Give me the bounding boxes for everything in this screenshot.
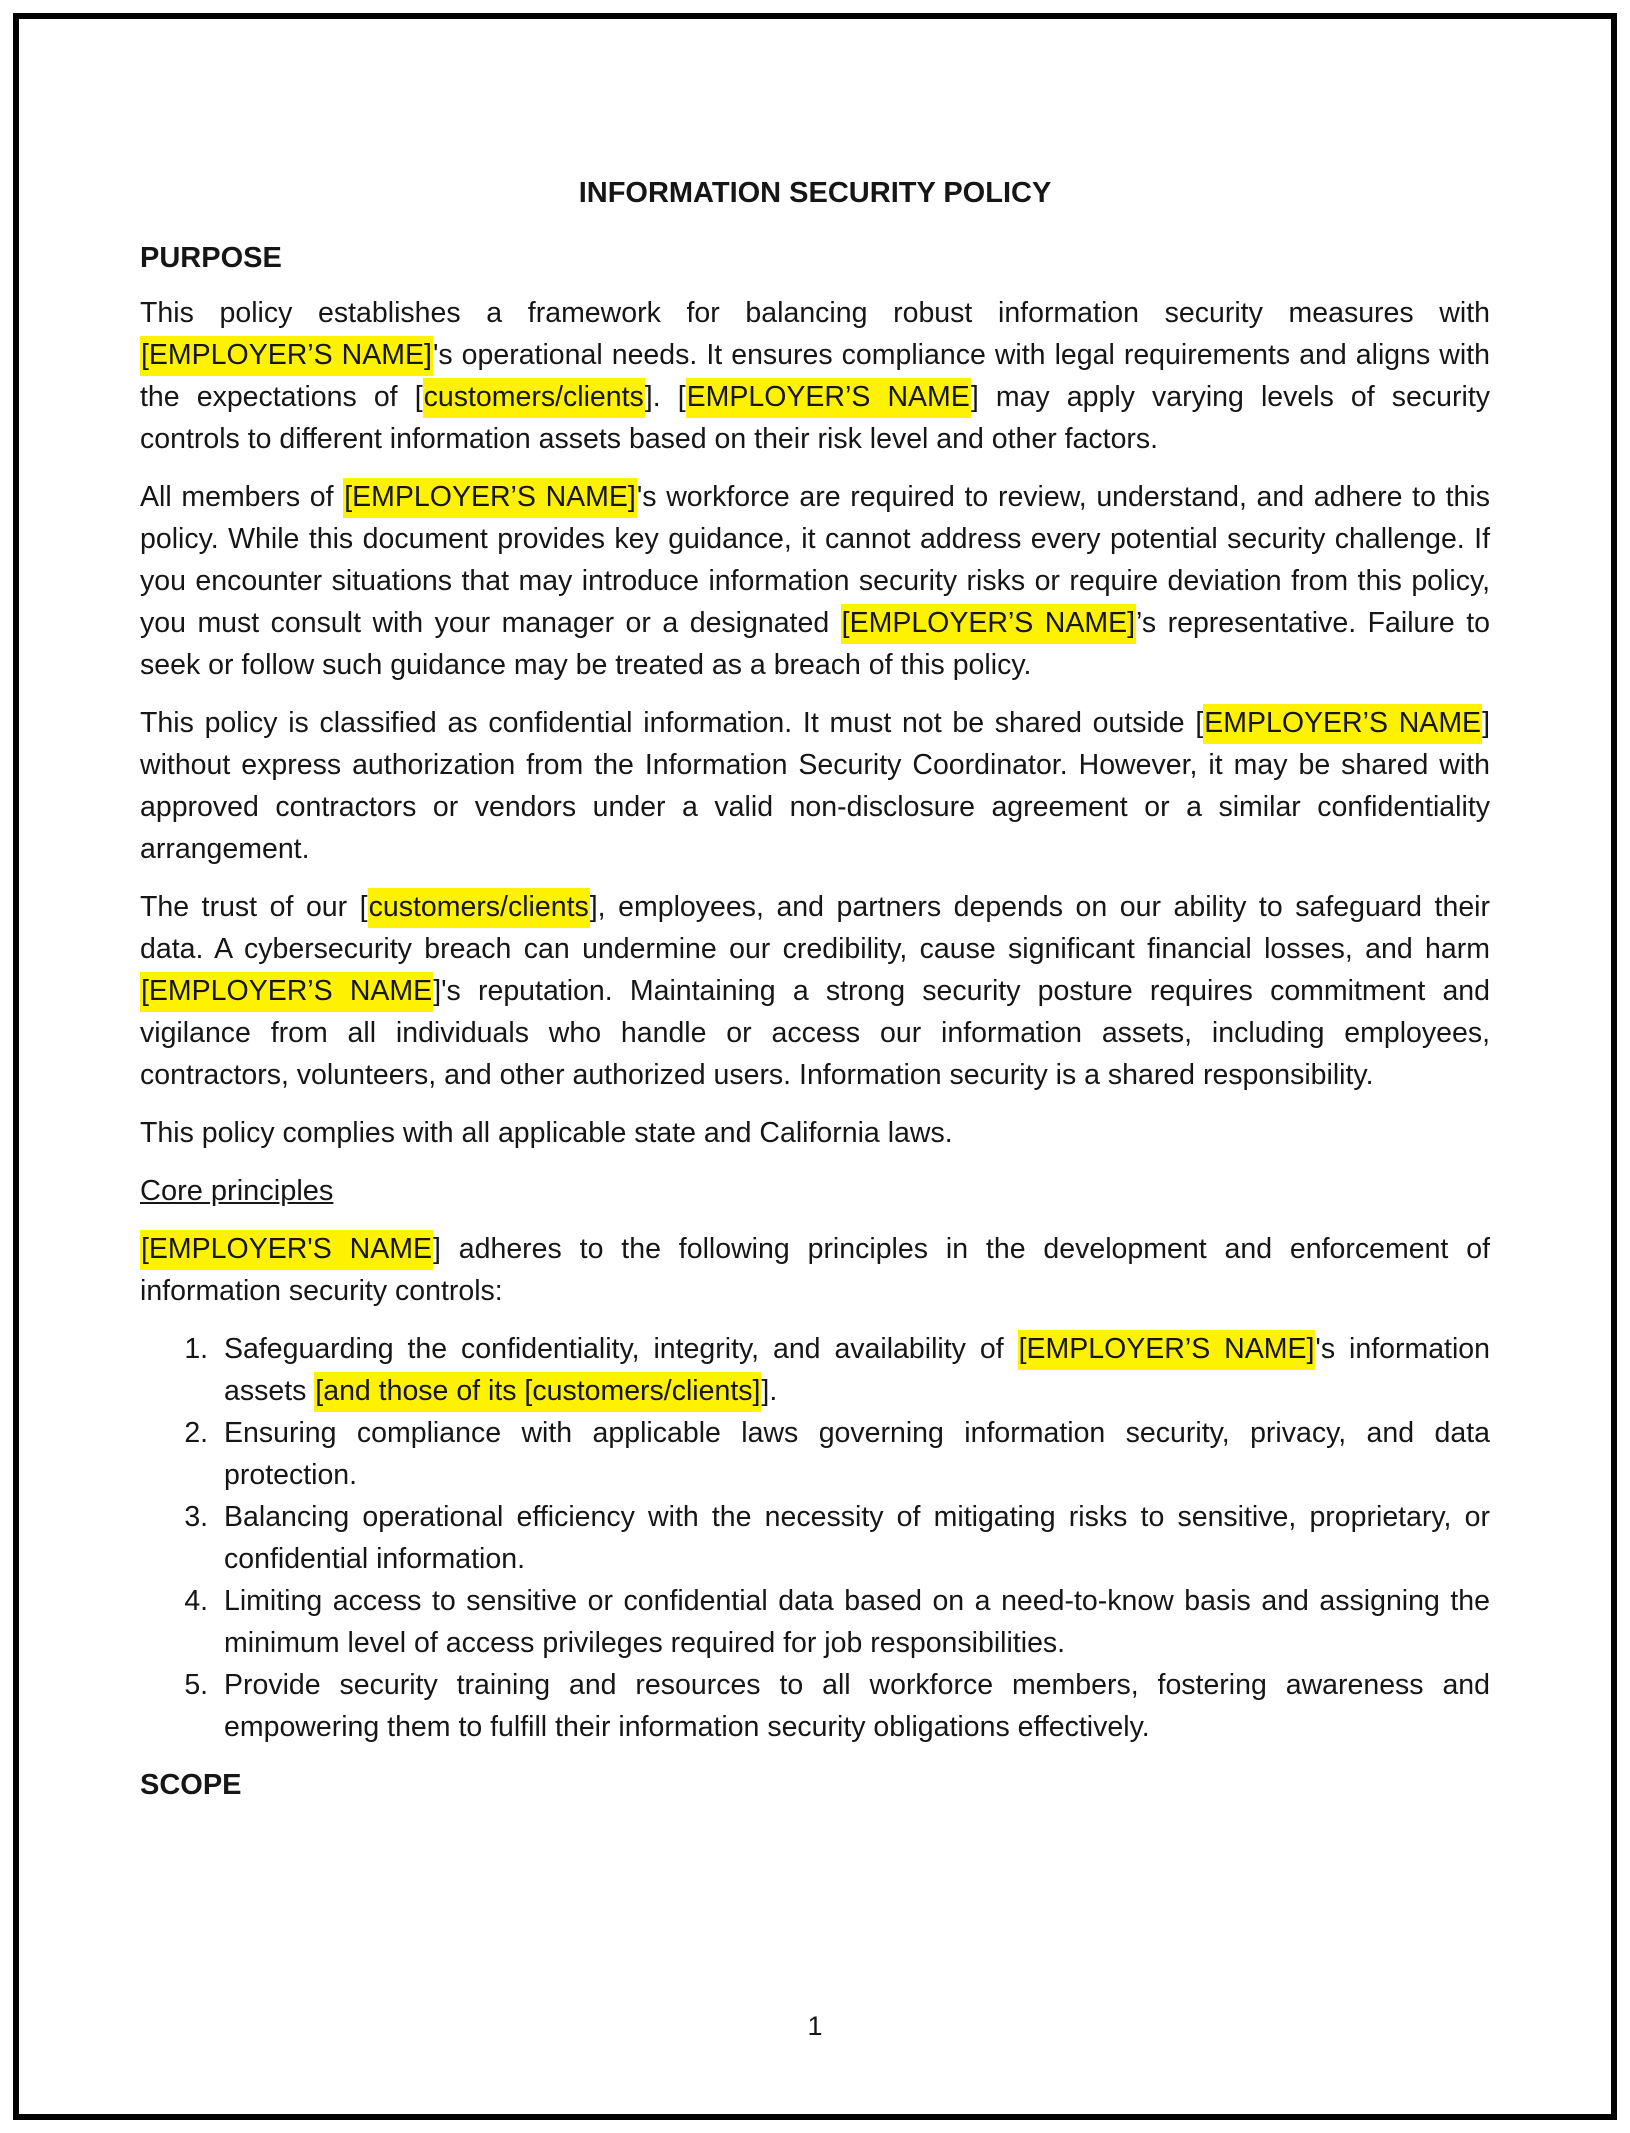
highlighted-placeholder: [EMPLOYER’S NAME] [1018,1330,1316,1370]
highlighted-placeholder: [EMPLOYER’S NAME] [343,478,637,518]
list-item [216,1496,1490,1580]
document-body [140,237,1490,1806]
page-number: 1 [807,2011,823,2041]
highlighted-placeholder: [and those of its [customers/clients] [314,1372,761,1412]
text-run: ] without express authorization from the Information Security Coordinator. However, it may be shared with approved contractors or vendors under a valid non-disclosure agreement or a similar confidentiality arrangement. [140,707,1490,865]
highlighted-placeholder: customers/clients [423,378,645,418]
paragraph [140,292,1490,460]
highlighted-placeholder: [EMPLOYER’S NAME [140,972,433,1012]
text-run: Ensuring compliance with applicable laws governing information security, privacy, and data protection. [224,1417,1490,1491]
text-run: 's workforce are required to review, understand, and adhere to this policy. While this document provides key guidance, it cannot address every potential security challenge. If you encounter situations that may introduce information security risks or require deviation from this policy, you must consult with your manager or a designated [140,481,1490,639]
text-run: 's information assets [224,1333,1490,1407]
paragraph [140,1228,1490,1312]
text-run: ’s representative. Failure to seek or follow such guidance may be treated as a breach of this policy. [140,607,1490,681]
text-run: ] may apply varying levels of security controls to different information assets based on their risk level and other factors. [140,381,1490,455]
text-run: ] adheres to the following principles in the development and enforcement of information security controls: [140,1233,1490,1307]
highlighted-placeholder: [EMPLOYER’S NAME] [140,336,433,376]
highlighted-placeholder: EMPLOYER’S NAME [1203,704,1482,744]
text-run: This policy establishes a framework for balancing robust information security measures with [140,297,1490,329]
text-run: Provide security training and resources to all workforce members, fostering awareness and empowering them to fulfill their information security obligations effectively. [224,1669,1490,1743]
text-run: All members of [140,481,344,513]
paragraph [140,1112,1490,1154]
text-run: This policy is classified as confidential information. It must not be shared outside [ [140,707,1204,739]
text-run: ], employees, and partners depends on our ability to safeguard their data. A cybersecurity breach can undermine our credibility, cause significant financial losses, and harm [140,891,1490,965]
text-run: Limiting access to sensitive or confidential data based on a need-to-know basis and assigning the minimum level of access privileges required for job responsibilities. [224,1585,1490,1659]
list-item [216,1412,1490,1496]
text-run: This policy complies with all applicable state and California laws. [140,1117,953,1149]
text-run: The trust of our [ [140,891,368,923]
text-run: ]. [761,1375,778,1407]
text-run: 's operational needs. It ensures compliance with legal requirements and aligns with the expectations of [ [140,339,1490,413]
highlighted-placeholder: [EMPLOYER'S NAME [140,1230,433,1270]
section-heading: PURPOSE [140,242,282,274]
text-run: ]'s reputation. Maintaining a strong security posture requires commitment and vigilance from all individuals who handle or access our information assets, including employees, contractors, volunteers, and other authorized users. Information security is a shared responsibility. [140,975,1491,1091]
text-run: Safeguarding the confidentiality, integrity, and availability of [224,1333,1018,1365]
paragraph [140,886,1490,1096]
numbered-list [140,1328,1490,1748]
section-heading: Core principles [140,1175,334,1207]
highlighted-placeholder: EMPLOYER’S NAME [686,378,971,418]
section-heading: SCOPE [140,1769,242,1801]
paragraph [140,702,1490,870]
list-item [216,1664,1490,1748]
highlighted-placeholder: customers/clients [368,888,590,928]
list-item [216,1328,1490,1412]
document-title: INFORMATION SECURITY POLICY [578,177,1052,209]
paragraph [140,476,1490,686]
highlighted-placeholder: [EMPLOYER’S NAME] [841,604,1136,644]
text-run: ]. [ [644,381,686,413]
text-run: Balancing operational efficiency with the necessity of mitigating risks to sensitive, proprietary, or confidential information. [224,1501,1490,1575]
list-item [216,1580,1490,1664]
